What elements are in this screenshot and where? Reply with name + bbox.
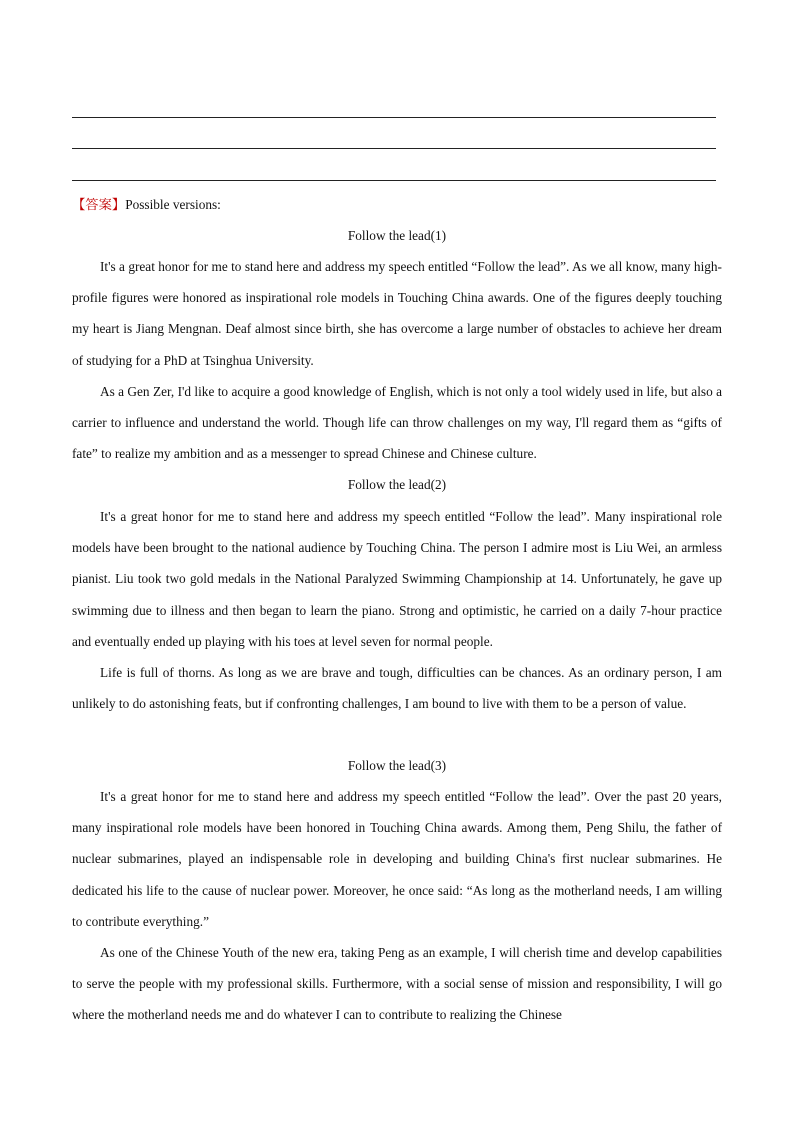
answer-blank-line-1 <box>72 117 716 118</box>
version-1-title: Follow the lead(1) <box>347 228 447 243</box>
version-2-title: Follow the lead(2) <box>347 477 447 492</box>
answer-label <box>72 195 221 215</box>
answer-tag: 【答案】 <box>72 197 126 212</box>
version-3-paragraph-2: As one of the Chinese Youth of the new era, taking Peng as an example, I will cherish time and develop capabilities to serve the people with my professional skills. Furthermore, with a social sense of mission and responsibility, I will go where the motherland needs me and do whatever I can to contribute to realizing the Chinese <box>72 945 722 1023</box>
version-3-paragraph-1: It's a great honor for me to stand here and address my speech entitled “Follow the lead”. Over the past 20 years, many inspirational role models have been honored in Touching China awards. Among them, Peng Shilu, the father of nuclear submarines, played an indispensable role in developing and building China's first nuclear submarines. He dedicated his life to the cause of nuclear power. Moreover, he once said: “As long as the motherland needs, I am willing to contribute everything.” <box>72 789 722 929</box>
version-3-title: Follow the lead(3) <box>347 758 447 773</box>
version-1-paragraph-1: It's a great honor for me to stand here and address my speech entitled “Follow the lead”. As we all know, many high-profile figures were honored as inspirational role models in Touching China awards. One of the figures deeply touching my heart is Jiang Mengnan. Deaf almost since birth, she has overcome a large number of obstacles to achieve her dream of studying for a PhD at Tsinghua University. <box>72 259 722 368</box>
answer-blank-line-2 <box>72 148 716 149</box>
answer-intro: Possible versions: <box>125 197 221 212</box>
version-2-paragraph-2: Life is full of thorns. As long as we are brave and tough, difficulties can be chances. As an ordinary person, I am unlikely to do astonishing feats, but if confronting challenges, I am bound to live with them to be a person of value. <box>72 665 722 712</box>
version-2-paragraph-1: It's a great honor for me to stand here and address my speech entitled “Follow the lead”. Many inspirational role models have been brought to the national audience by Touching China. The person I admire most is Liu Wei, an armless pianist. Liu took two gold medals in the National Paralyzed Swimming Championship at 14. Unfortunately, he gave up swimming due to illness and then began to learn the piano. Strong and optimistic, he carried on a daily 7-hour practice and eventually ended up playing with his toes at level seven for normal people. <box>72 509 722 649</box>
answer-blank-line-3 <box>72 180 716 181</box>
version-1-paragraph-2: As a Gen Zer, I'd like to acquire a good knowledge of English, which is not only a tool widely used in life, but also a carrier to influence and understand the world. Though life can throw challenges on my way, I'll regard them as “gifts of fate” to realize my ambition and as a messenger to spread Chinese and Chinese culture. <box>72 384 722 462</box>
